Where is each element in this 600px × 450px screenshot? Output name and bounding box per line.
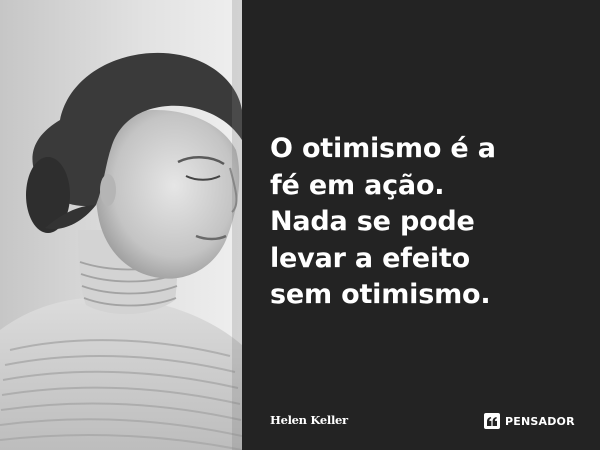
quote-line: fé em ação. (270, 169, 445, 201)
brand-logo[interactable] (484, 412, 575, 430)
quote-mark-icon (484, 413, 500, 429)
quote-line: O otimismo é a (270, 133, 496, 164)
quote-line: levar a efeito (270, 242, 471, 274)
author-portrait (0, 0, 242, 450)
quote-text (270, 131, 580, 314)
author-name[interactable]: Helen Keller (270, 413, 348, 427)
brand-name: PENSADOR (505, 414, 575, 428)
quote-line: Nada se pode (270, 206, 475, 237)
quote-line: sem otimismo. (270, 279, 491, 310)
